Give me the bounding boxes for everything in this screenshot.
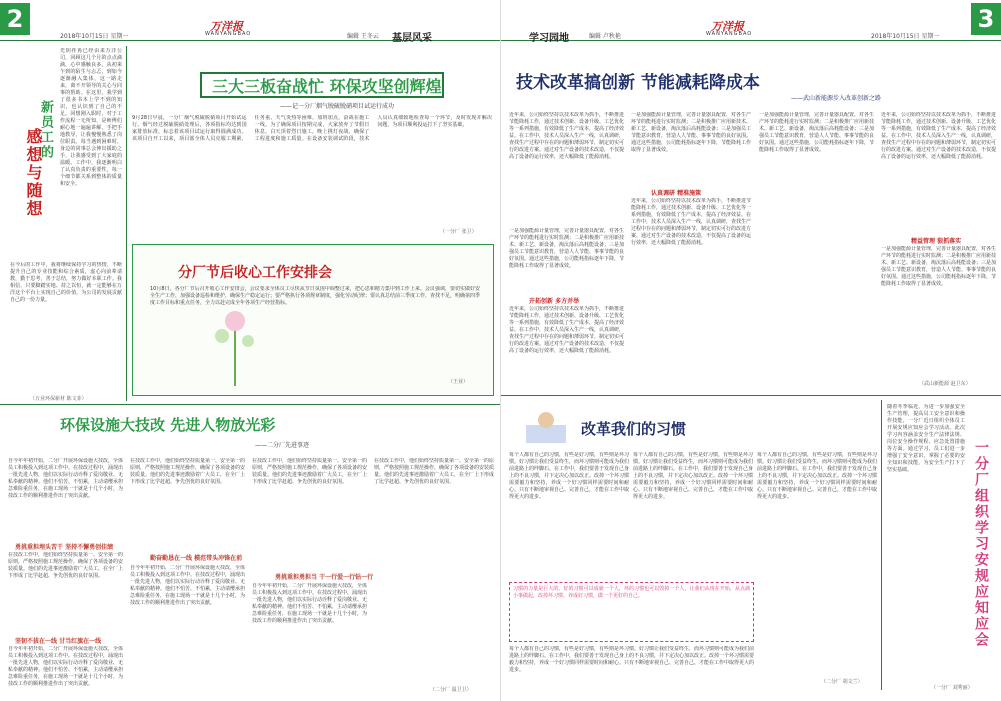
right-art2-text: 每个人都有自己的习惯，有些是好习惯，有些则是坏习惯。好习惯让我们受益终生，而坏习惯则可能成为我们前进路上的绊脚石。在工作中，我们要善于发现自己身上的不良习惯，并下定决心加以改正。改掉一个坏习惯需要毅力和坚持，养成一个好习惯同样需要时间和耐心。只有不断地审视自己、完善自己，才能在工作中取得更大的进步。 — [509, 452, 629, 500]
left-page-number: 2 — [0, 3, 30, 35]
left-art3-text6: 在技改工作中，他们始终坚持质量第一、安全第一的原则，严格按照施工规范操作，确保了各项设备的安装质量。他们的先进事迹激励着广大员工，在全厂上下形成了比学赶超、争先创优的良好氛围。 — [252, 458, 367, 485]
right-art2-text4: 每个人都有自己的习惯，有些是好习惯，有些则是坏习惯。好习惯让我们受益终生，而坏习惯则可能成为我们前进路上的绊脚石。在工作中，我们要善于发现自己身上的不良习惯，并下定决心加以改正。改掉一个坏习惯需要毅力和坚持，养成一个好习惯同样需要时间和耐心。只有不断地审视自己、完善自己，才能在工作中取得更大的进步。 — [509, 646, 754, 673]
left-page — [0, 0, 500, 701]
right-section-title: 学习园地 — [529, 33, 569, 44]
left-art3-sub3: 勤奋勤恳在一线 模范带头冲锋在前 — [150, 555, 243, 562]
right-art1-text4: 一是加强能源计量管理，完善计量器具配置，对各生产环节的能耗进行实时监测；二是积极推广应用新技术、新工艺、新设备，淘汰落后高耗能设备；三是加强员工节能意识教育，营造人人节能、事事节能的良好氛围。通过这些措施，公司能耗指标逐年下降，节能降耗工作取得了显著成效。 — [509, 228, 624, 268]
right-art1-text6: 一是加强能源计量管理，完善计量器具配置，对各生产环节的能耗进行实时监测；二是积极推广应用新技术、新工艺、新设备，淘汰落后高耗能设备；三是加强员工节能意识教育，营造人人节能、事事节能的良好氛围。通过这些措施，公司能耗指标逐年下降，节能降耗工作取得了显著成效。 — [759, 112, 874, 153]
right-art3-signature: （一分厂 刘秀丽） — [931, 685, 973, 691]
left-date: 2018年10月15日 星期一 — [60, 33, 129, 40]
left-art1-subtitle: ——记一分厂烟气脱硫脱硝项目试运行成功 — [280, 103, 395, 110]
right-art2-quote: 习惯的力量是巨大的，好的习惯可以成就一个人，坏的习惯也可以毁掉一个人。让我们从现在开始，从点滴小事做起，改掉坏习惯，养成好习惯，做一个更好的自己。 — [509, 582, 754, 642]
left-vertical-title-b: 感想与随想 — [24, 128, 43, 218]
right-editor: 编辑 卢秋艳 — [589, 33, 621, 40]
left-horizontal-rule — [0, 404, 500, 405]
left-col1b-text: 在今后的工作中，我将继续保持学习的热情，不断提升自己的专业技能和综合素质，虚心向前辈请教，勤于思考，善于总结，努力做好本职工作。我相信，只要脚踏实地、持之以恒，就一定能够在万洋这个平台上实现自己的价值，为公司的发展贡献自己的一份力量。 — [10, 262, 122, 303]
left-art1-signature: （一分厂 张卫） — [440, 229, 477, 235]
right-art2-signature: （二分厂 胡文兰） — [821, 679, 863, 685]
right-art1-text2: 一是加强能源计量管理，完善计量器具配置，对各生产环节的能耗进行实时监测；二是积极推广应用新技术、新工艺、新设备，淘汰落后高耗能设备；三是加强员工节能意识教育，营造人人节能、事事节能的良好氛围。通过这些措施，公司能耗指标逐年下降，节能降耗工作取得了显著成效。 — [631, 112, 751, 153]
right-art2-title: 改革我们的习惯 — [581, 420, 687, 438]
left-section-title: 基层风采 — [392, 33, 432, 44]
left-art2-title: 分厂节后收心工作安排会 — [178, 265, 332, 281]
left-art3-sub1: 勇挑重担埋头苦干 坚持不懈勇创佳绩 — [15, 544, 114, 551]
left-art3-text2: 在技改工作中，他们始终坚持质量第一、安全第一的原则，严格按照施工规范操作，确保了各项设备的安装质量。他们的先进事迹激励着广大员工，在全厂上下形成了比学赶超、争先创优的良好氛围。 — [8, 552, 123, 579]
right-logo-sub: WANYANGBAO — [706, 31, 753, 37]
left-col-divider — [126, 46, 127, 401]
left-flower-illustration — [200, 296, 270, 386]
left-vertical-title-a: 新员工的 — [38, 100, 53, 160]
right-art1-text7: 近年来，公司始终坚持以技术改革为抓手，不断推进节能降耗工作，通过技术创新、设备升级、工艺优化等一系列措施，有效降低了生产成本，提高了经济效益。在工作中，技术人员深入生产一线，认真调研，查找生产过程中存在的问题和薄弱环节，制定切实可行的改进方案。通过对生产设备的技术改造，不仅提高了设备的运行效率，还大幅降低了能源消耗。 — [881, 112, 996, 160]
right-header — [501, 0, 1001, 44]
left-logo: 万洋报 — [210, 20, 243, 33]
right-art3-title: 一分厂组织学习安规应知应会 — [973, 440, 989, 648]
right-page-number: 3 — [971, 3, 1001, 35]
left-art2-signature: （王业） — [448, 379, 469, 385]
right-art1-text8: 一是加强能源计量管理，完善计量器具配置，对各生产环节的能耗进行实时监测；二是积极推广应用新技术、新工艺、新设备，淘汰落后高耗能设备；三是加强员工节能意识教育，营造人人节能、事事节能的良好氛围。通过这些措施，公司能耗指标逐年下降，节能降耗工作取得了显著成效。 — [881, 246, 996, 287]
left-art3-title: 环保设施大技改 先进人物放光彩 — [60, 416, 276, 434]
left-art3-text3: 自今年年初开始，二分厂开展环保设施大技改，全体员工积极投入到这项工作中。在技改过程中，涌现出一批先进人物，他们以实际行动诠释了爱岗敬业、无私奉献的精神。他们不怕苦、不怕累，主动请缨承担急难险重任务，在施工现场一干就是十几个小时，为技改工作的顺利推进作出了突出贡献。 — [8, 646, 123, 687]
left-art1-text: 9月28日早晨，一分厂烟气脱硫脱硝项目开始试运行。烟气经过脱硫脱硝处理后，各项指标均达到国家排放标准，标志着该项目试运行取得圆满成功。该项目自开工以来，项目部全体人员克服工期紧、任务重、天气炎热等困难，加班加点，奋战在施工一线。为了确保项目按期完成，大家放弃了节假日休息，白天顶着烈日施工，晚上挑灯夜战，确保了工程进度和施工质量。在设备安装调试阶段，技术人员认真细致地检查每一个环节，及时发现并解决问题，为项目顺利投运打下了坚实基础。 — [132, 115, 492, 142]
left-art3-sub4: 勇挑重担勇担当 干一行爱一行钻一行 — [275, 574, 374, 581]
right-art2-text2: 每个人都有自己的习惯，有些是好习惯，有些则是坏习惯。好习惯让我们受益终生，而坏习惯则可能成为我们前进路上的绊脚石。在工作中，我们要善于发现自己身上的不良习惯，并下定决心加以改正。改掉一个坏习惯需要毅力和坚持，养成一个好习惯同样需要时间和耐心。只有不断地审视自己、完善自己，才能在工作中取得更大的进步。 — [633, 452, 753, 500]
right-art3-text: 随着冬季临近，为进一步加强安全生产管理，提高员工安全意识和操作技能，一分厂近日组织全体员工开展安规应知应会学习活动。此次学习内容涵盖安全生产法律法规、岗位安全操作规程、应急处置措施等方面。通过学习，员工们进一步增强了安全意识，掌握了必要的安全知识和技能，为安全生产打下了坚实基础。 — [887, 404, 965, 473]
right-art1-signature: （武山新能源 赵卫东） — [919, 381, 971, 387]
right-art2-illustration — [521, 410, 571, 445]
right-art2-text3: 每个人都有自己的习惯，有些是好习惯，有些则是坏习惯。好习惯让我们受益终生，而坏习惯则可能成为我们前进路上的绊脚石。在工作中，我们要善于发现自己身上的不良习惯，并下定决心加以改正。改掉一个坏习惯需要毅力和坚持，养成一个好习惯同样需要时间和耐心。只有不断地审视自己、完善自己，才能在工作中取得更大的进步。 — [757, 452, 877, 500]
left-col1-signature: （万业环保新材 陈文菲） — [30, 396, 87, 402]
left-art3-signature: （二分厂 温卫卫） — [430, 687, 472, 693]
right-date: 2018年10月15日 星期一 — [871, 33, 940, 40]
right-col-divider — [881, 400, 882, 690]
left-art3-subtitle: ——二分厂先进事迹 — [255, 442, 310, 449]
left-art3-sub2: 坚韧不拔在一线 甘当红旗在一线 — [15, 638, 102, 645]
right-art1-text5: 近年来，公司始终坚持以技术改革为抓手，不断推进节能降耗工作，通过技术创新、设备升级、工艺优化等一系列措施，有效降低了生产成本，提高了经济效益。在工作中，技术人员深入生产一线，认真调研，查找生产过程中存在的问题和薄弱环节，制定切实可行的改进方案。通过对生产设备的技术改造，不仅提高了设备的运行效率，还大幅降低了能源消耗。 — [509, 306, 624, 354]
right-page — [501, 0, 1001, 701]
right-horizontal-rule — [501, 395, 1001, 396]
left-art3-text4: 在技改工作中，他们始终坚持质量第一、安全第一的原则，严格按照施工规范操作，确保了各项设备的安装质量。他们的先进事迹激励着广大员工，在全厂上下形成了比学赶超、争先创优的良好氛围。 — [130, 458, 245, 485]
right-art1-sub2: 开拓创新 多方并举 — [529, 298, 580, 305]
right-art1-text: 近年来，公司始终坚持以技术改革为抓手，不断推进节能降耗工作，通过技术创新、设备升级、工艺优化等一系列措施，有效降低了生产成本，提高了经济效益。在工作中，技术人员深入生产一线，认真调研，查找生产过程中存在的问题和薄弱环节，制定切实可行的改进方案。通过对生产设备的技术改造，不仅提高了设备的运行效率，还大幅降低了能源消耗。 — [509, 112, 624, 160]
right-art1-subtitle: ——武山新能源步入改革创新之路 — [791, 95, 882, 102]
left-editor: 编辑 王冬云 — [347, 33, 379, 40]
left-art3-text8: 在技改工作中，他们始终坚持质量第一、安全第一的原则，严格按照施工规范操作，确保了各项设备的安装质量。他们的先进事迹激励着广大员工，在全厂上下形成了比学赶超、争先创优的良好氛围。 — [374, 458, 494, 485]
left-logo-sub: WANYANGBAO — [205, 31, 252, 37]
left-art3-text5: 自今年年初开始，二分厂开展环保设施大技改，全体员工积极投入到这项工作中。在技改过程中，涌现出一批先进人物，他们以实际行动诠释了爱岗敬业、无私奉献的精神。他们不怕苦、不怕累，主动请缨承担急难险重任务，在施工现场一干就是十几个小时，为技改工作的顺利推进作出了突出贡献。 — [130, 565, 245, 606]
right-logo: 万洋报 — [711, 20, 744, 33]
left-art3-text7: 自今年年初开始，二分厂开展环保设施大技改，全体员工积极投入到这项工作中。在技改过程中，涌现出一批先进人物，他们以实际行动诠释了爱岗敬业、无私奉献的精神。他们不怕苦、不怕累，主动请缨承担急难险重任务，在施工现场一干就是十几个小时，为技改工作的顺利推进作出了突出贡献。 — [252, 583, 367, 624]
left-header — [0, 0, 500, 44]
left-col1-text: 光阴荏苒已经由来万洋公司，回顾这几个月的点点滴滴，心中感触良多。从初来乍到的陌生与忐忑，到如今逐渐融入集体，这一路走来，离不开领导的关心与同事的帮助。在这里，我学到了很多书本上学不到的知识，也认识到了自己的不足。回想刚入职时，对于工作流程一无所知，是师傅们耐心地一遍遍讲解，手把手地教导，让我慢慢熟悉了岗位职责。每当遇到困难时，身边的同事总会伸出援助之手，让我感受到了大家庭的温暖。工作中，我逐渐明白了认真负责的重要性，每一个细节都关系到整体的质量和安全。 — [60, 48, 122, 187]
left-art2-text: 10月8日，各分厂节后召开收心工作安排会，会议要求全体员工尽快从节日氛围中调整过来，把心思和精力集中到工作上来。会议强调，要切实做好安全生产工作，加强设备巡检和维护，确保生产稳定运行；要严格执行各项规章制度，强化劳动纪律；要认真总结前三季度工作，查找不足，明确第四季度工作目标和重点任务，全力以赴完成全年各项生产经营指标。 — [150, 286, 480, 306]
right-art1-title: 技术改革搞创新 节能减耗降成本 — [516, 73, 760, 93]
left-art3-text: 自今年年初开始，二分厂开展环保设施大技改，全体员工积极投入到这项工作中。在技改过程中，涌现出一批先进人物，他们以实际行动诠释了爱岗敬业、无私奉献的精神。他们不怕苦、不怕累，主动请缨承担急难险重任务，在施工现场一干就是十几个小时，为技改工作的顺利推进作出了突出贡献。 — [8, 458, 123, 499]
right-art1-sub3: 精益管理 狠抓落实 — [911, 238, 962, 245]
right-art1-text3: 近年来，公司始终坚持以技术改革为抓手，不断推进节能降耗工作，通过技术创新、设备升级、工艺优化等一系列措施，有效降低了生产成本，提高了经济效益。在工作中，技术人员深入生产一线，认真调研，查找生产过程中存在的问题和薄弱环节，制定切实可行的改进方案。通过对生产设备的技术改造，不仅提高了设备的运行效率，还大幅降低了能源消耗。 — [631, 198, 751, 246]
right-art1-sub1: 认真调研 精准施策 — [651, 190, 702, 197]
left-art1-title: 三大三板奋战忙 环保攻坚创辉煌 — [212, 77, 442, 96]
